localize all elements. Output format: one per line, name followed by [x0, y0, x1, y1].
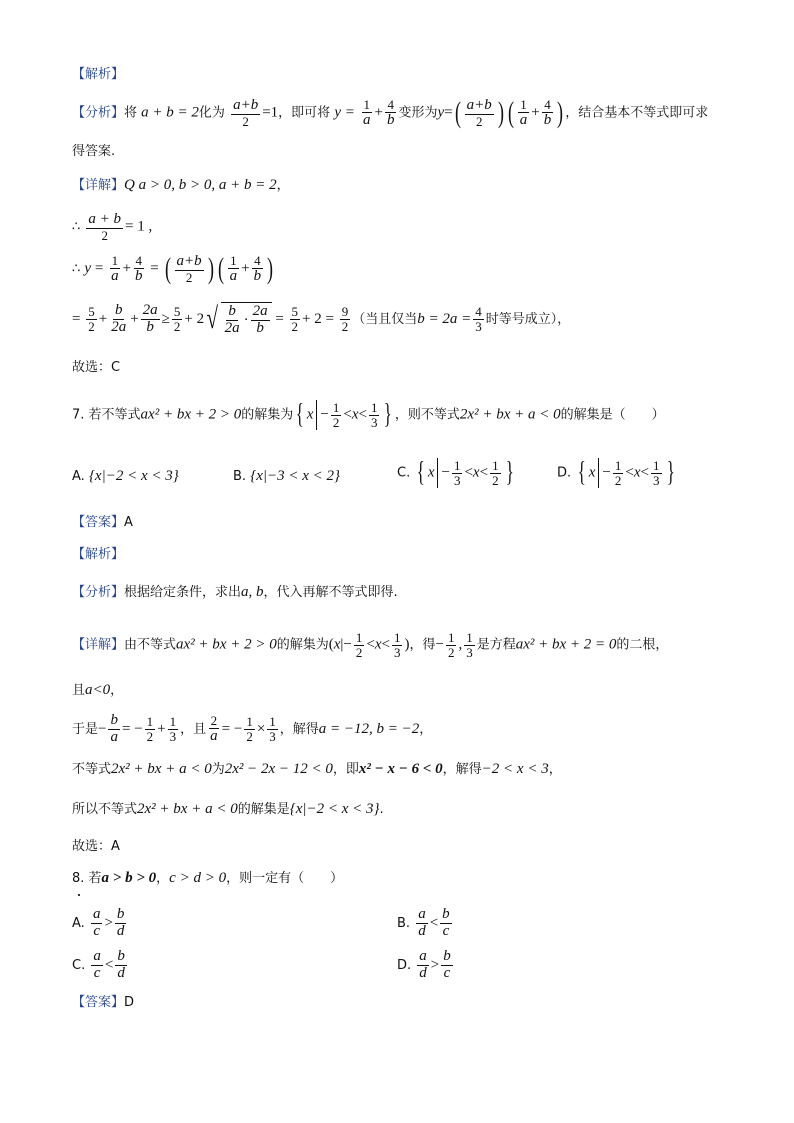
- q7-detail-2: 且a<0，: [72, 682, 124, 698]
- fraction: $\frac{a+b}{2}$: [233, 97, 259, 129]
- q7-answer: 【答案】A: [72, 515, 133, 530]
- q8-option-a[interactable]: A. $\frac{a}{c}$ > $\frac{b}{d}$: [72, 906, 125, 939]
- q8-option-d[interactable]: D. $\frac{a}{d}$ > $\frac{b}{c}$: [397, 948, 451, 981]
- q7-detail-1: 【详解】由不等式ax² + bx + 2 > 0的解集为(x|− $\frac{1}{2}$ <x< $\frac{1}{3}$ )，得− $\frac{1}{2}$ , $\frac{1}{3}$ 是方程ax² + bx + 2 = 0的二根，: [72, 630, 669, 660]
- q8-option-c[interactable]: C. $\frac{a}{c}$ < $\frac{b}{d}$: [72, 948, 125, 981]
- stray-dot: [78, 894, 80, 896]
- q7-detail-3: 于是− $\frac{b}{a}$ = − $\frac{1}{2}$ + $\frac{1}{3}$ ，且 $\frac{2}{a}$ = − $\frac{1}{2}$ × $\frac{1}{3}$ ，解得a = −12, b = −2，: [72, 712, 433, 745]
- q7-jiexi: 【解析】: [72, 547, 125, 562]
- q7-option-c[interactable]: C. { x − $\frac{1}{3}$ <x< $\frac{1}{2}$ }: [397, 457, 514, 488]
- q6-detail-line-1: 【详解】Q a > 0, b > 0, a + b = 2，: [72, 177, 290, 193]
- q8-stem: 8. 若a > b > 0，c > d > 0，则一定有（ ）: [72, 870, 344, 886]
- q8-answer: 【答案】D: [72, 995, 135, 1010]
- q7-option-d[interactable]: D. { x − $\frac{1}{2}$ <x< $\frac{1}{3}$ }: [557, 457, 675, 488]
- q6-analysis-line: 【分析】将 a + b = 2化为 $\frac{a+b}{2}$ =1，即可将 y = $\frac{1}{a}$ + $\frac{4}{b}$ 变形为y=( $\frac{a+b}{2}$ ) ( $\frac{1}{a}$ + $\frac{4}{b}$ ) ，结合基本不等式即可求: [72, 96, 709, 130]
- q7-option-a[interactable]: A. {x|−2 < x < 3}: [72, 468, 179, 484]
- q7-stem: 7. 若不等式ax² + bx + 2 > 0的解集为{ x − $\frac{1}{2}$ <x< $\frac{1}{3}$ } ，则不等式2x² + bx + a < 0的解集是（ ）: [72, 399, 665, 430]
- q6-detail-line-4: = $\frac{5}{2}$ + $\frac{b}{2a}$ + $\frac{2a}{b}$ ≥ $\frac{5}{2}$ + 2 √ $\frac{b}{2a}$ · $\frac{2a}{b}$ = $\frac{5}{2}$ + 2 = $\frac{9}{2}$ （当且仅当b = 2a = $\frac{4}{3}$ 时等号成立），: [72, 302, 571, 336]
- jiexi-heading: 【解析】: [72, 67, 125, 82]
- q7-detail-5: 所以不等式2x² + bx + a < 0的解集是{x|−2 < x < 3}.: [72, 801, 384, 817]
- q6-analysis-line-2: 得答案.: [72, 144, 116, 159]
- q6-detail-line-3: ∴ y = $\frac{1}{a}$ + $\frac{4}{b}$ = ( $\frac{a+b}{2}$ ) ( $\frac{1}{a}$ + $\frac{4}{b}$ ): [72, 252, 274, 286]
- q6-choose: 故选：C: [72, 360, 121, 375]
- q7-choose: 故选：A: [72, 839, 120, 854]
- sqrt-symbol: √ $\frac{b}{2a}$ · $\frac{2a}{b}$: [204, 302, 271, 337]
- q7-option-b[interactable]: B. {x|−3 < x < 2}: [233, 468, 341, 484]
- q6-detail-line-2: ∴ $\frac{a + b}{2}$ = 1 ,: [72, 211, 153, 243]
- q8-option-b[interactable]: B. $\frac{a}{d}$ < $\frac{b}{c}$: [397, 906, 450, 939]
- q7-detail-4: 不等式2x² + bx + a < 0为2x² − 2x − 12 < 0，即x² − x − 6 < 0，解得−2 < x < 3，: [72, 761, 562, 777]
- q7-analysis: 【分析】根据给定条件，求出a, b，代入再解不等式即得.: [72, 584, 398, 600]
